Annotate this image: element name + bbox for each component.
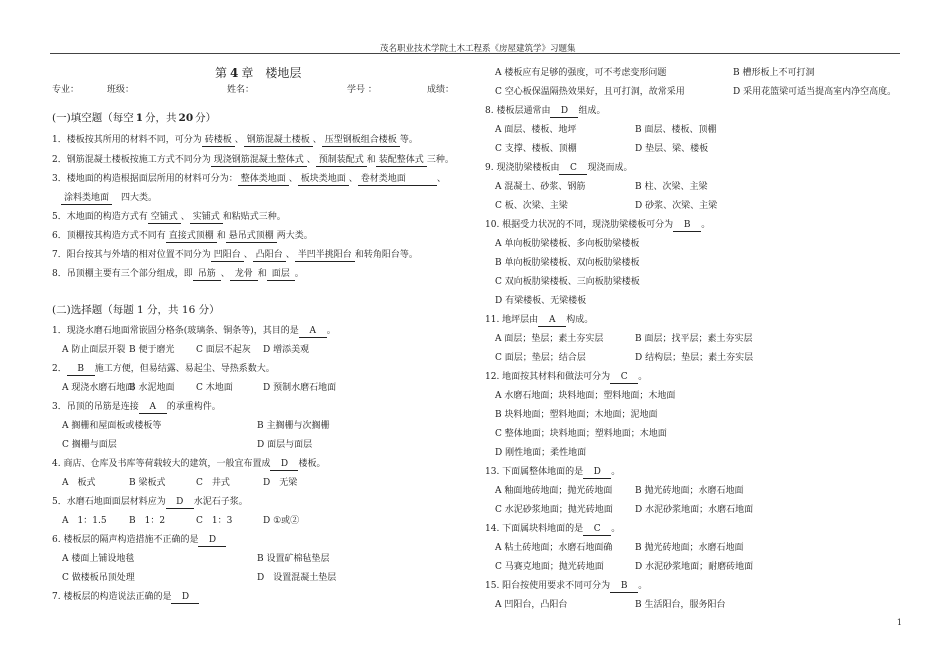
question-text: 和 — [216, 231, 226, 241]
question-text: 5．水磨石地面面层材料应为 — [52, 497, 166, 507]
choice-question — [485, 580, 647, 593]
option: C 水泥砂浆地面；抛光砖地面 — [495, 505, 613, 515]
choice-question — [52, 534, 226, 547]
fill-section-part: 分，共 — [145, 112, 177, 124]
answer-blank: 吊筋 — [193, 269, 221, 281]
running-header: 茂名职业技术学院土木工程系《房屋建筑学》习题集 — [380, 44, 576, 54]
question-text: 6. 楼板层的隔声构造措施不正确的是 — [52, 535, 199, 545]
fill-question — [52, 268, 304, 281]
choice-question — [485, 314, 593, 327]
question-text: 构成。 — [566, 315, 594, 325]
answer-blank: D — [198, 535, 226, 547]
option: D 有梁楼板、无梁楼板 — [495, 296, 587, 306]
choice-question — [485, 371, 647, 384]
answer-blank: 钢筋混凝土楼板 — [244, 135, 313, 147]
answer-blank: 整体类地面 — [238, 174, 289, 186]
option-row — [62, 420, 329, 432]
question-text: 。 — [638, 372, 648, 382]
option-row — [495, 504, 753, 516]
option-row — [495, 409, 657, 421]
fill-section-part: 1 — [135, 112, 144, 124]
option: C 马赛克地面；抛光砖地面 — [495, 562, 604, 572]
header-rule — [50, 53, 900, 54]
question-text: 、 — [312, 135, 322, 145]
option: B 便于磨光 — [129, 345, 175, 355]
question-text: 3．吊顶的吊筋是连接 — [52, 402, 139, 412]
option: B 主搁栅与次搁栅 — [257, 421, 330, 431]
question-text: 7．阳台按其与外墙的相对位置不同分为 — [52, 250, 211, 260]
option: D 增添美观 — [263, 345, 310, 355]
option-row — [62, 344, 309, 356]
option: D 水泥砂浆地面；水磨石地面 — [635, 505, 754, 515]
page-number: 1 — [896, 618, 902, 627]
question-text: 1．楼板按其所用的材料不同，可分为 — [52, 135, 202, 145]
question-text: 、 — [234, 135, 244, 145]
option: C 双向板肋梁楼板、三向板肋梁楼板 — [495, 277, 640, 287]
question-text: 6．顶棚按其构造方式不同有 — [52, 231, 166, 241]
question-text: 和转角阳台等。 — [354, 250, 418, 260]
choice-question — [52, 325, 336, 338]
answer-blank: 龙骨 — [230, 269, 258, 281]
option: B 面层、楼板、顶棚 — [635, 125, 717, 135]
option: A 楼面上铺设地毯 — [62, 554, 135, 564]
choice-section-heading: (二)选择题（每题 1 分，共 16 分） — [52, 304, 220, 316]
question-text: 、 — [306, 155, 316, 165]
question-text: 、 — [285, 250, 295, 260]
fill-section-part: 20 — [178, 112, 194, 124]
info-field: 班级： — [107, 85, 135, 95]
fill-question — [52, 192, 157, 205]
option: D 采用花篮梁可适当提高室内净空高度。 — [733, 87, 897, 97]
option-row — [62, 439, 312, 451]
option: A 搁栅和屋面板或楼板等 — [62, 421, 162, 431]
answer-blank: 实铺式 — [190, 212, 223, 224]
option: A 水磨石地面；块料地面；塑料地面；木地面 — [495, 391, 676, 401]
answer-blank: 直接式顶棚 — [166, 231, 217, 243]
option-row — [495, 542, 743, 554]
question-text: 、 — [288, 174, 298, 184]
answer-blank: D — [171, 592, 199, 604]
question-text: 4. 商店、仓库及书库等荷载较大的建筑，一般宜布置成 — [52, 459, 271, 469]
fill-section-part: (一)填空题（每空 — [52, 112, 134, 124]
option: A 防止面层开裂 — [62, 345, 126, 355]
option: B 抛光砖地面；水磨石地面 — [635, 486, 744, 496]
answer-blank: 预制装配式 — [316, 155, 367, 167]
student-info-row — [52, 84, 487, 96]
answer-blank — [409, 174, 437, 186]
option: B 设置矿棉毡垫层 — [257, 554, 330, 564]
answer-blank: 凸阳台 — [253, 250, 286, 262]
answer-blank: 砖楼板 — [202, 135, 235, 147]
option-row — [62, 515, 299, 527]
option: B 梁板式 — [129, 478, 166, 488]
chapter-prefix: 第 — [215, 66, 228, 80]
fill-question — [52, 211, 286, 224]
info-field: 专业： — [52, 85, 80, 95]
answer-blank: C — [559, 163, 587, 175]
option: C 整体地面；块料地面；塑料地面；木地面 — [495, 429, 667, 439]
option-row — [495, 599, 725, 611]
option-row — [495, 485, 743, 497]
info-field: 姓名： — [227, 85, 255, 95]
answer-blank: 凹阳台 — [211, 250, 244, 262]
option: B 水泥地面 — [129, 383, 175, 393]
option-row — [495, 447, 586, 459]
question-text: 四大类。 — [112, 193, 158, 203]
question-text: 9. 现浇肋梁楼板由 — [485, 163, 560, 173]
option-row — [495, 181, 707, 193]
question-text: 7. 楼板层的构造说法正确的是 — [52, 592, 172, 602]
option-row — [495, 561, 753, 573]
option-row — [62, 572, 336, 584]
question-text: 3．楼地面的构造根据面层所用的材料可分为： — [52, 174, 238, 184]
option-row — [495, 257, 639, 269]
option-row — [495, 428, 667, 440]
question-text: 、 — [348, 174, 358, 184]
option: C 木地面 — [196, 383, 233, 393]
chapter-number: 4 — [230, 66, 239, 80]
question-text: 、 — [220, 269, 230, 279]
option: D 结构层；垫层；素土夯实层 — [635, 353, 754, 363]
option: B 面层；找平层；素土夯实层 — [635, 334, 753, 344]
option: C 1：3 — [196, 516, 233, 526]
option-row — [495, 86, 896, 98]
chapter-title — [215, 67, 301, 79]
answer-blank: D — [270, 459, 298, 471]
answer-blank: B — [67, 364, 95, 376]
answer-blank: 卷材类地面 — [358, 174, 409, 186]
question-text: 、 — [436, 174, 446, 184]
option: A 楼板应有足够的强度，可不考虑变形问题 — [495, 68, 667, 78]
option-row — [495, 143, 708, 155]
option: D 垫层、梁、楼板 — [635, 144, 709, 154]
answer-blank: A — [299, 326, 327, 338]
answer-blank: B — [673, 220, 701, 232]
answer-blank: 装配整体式 — [376, 155, 427, 167]
option: B 单向板肋梁楼板、双向板肋梁楼板 — [495, 258, 640, 268]
option: A 釉面地砖地面；抛光砖地面 — [495, 486, 613, 496]
answer-blank: 半凹半挑阳台 — [295, 250, 355, 262]
question-text: 的承重构件。 — [166, 402, 221, 412]
option-row — [495, 276, 640, 288]
question-text: 等。 — [399, 135, 418, 145]
choice-question — [485, 105, 605, 118]
question-text: 1．现浇水磨石地面常嵌固分格条(玻璃条、铜条等)，其目的是 — [52, 326, 299, 336]
choice-question — [52, 496, 248, 509]
choice-question — [52, 401, 221, 414]
choice-question — [485, 466, 620, 479]
fill-section-heading — [52, 112, 216, 124]
question-text: 11. 地坪层由 — [485, 315, 539, 325]
answer-blank: C — [583, 524, 611, 536]
option: D 预制水磨石地面 — [263, 383, 337, 393]
option-row — [495, 352, 753, 364]
option-row — [62, 477, 297, 489]
answer-blank: D — [550, 106, 578, 118]
question-text: 8. 楼板层通常由 — [485, 106, 551, 116]
option: C 井式 — [196, 478, 230, 488]
option-row — [495, 200, 717, 212]
option-row — [495, 333, 752, 345]
option: D 刚性地面；柔性地面 — [495, 448, 587, 458]
option-row — [495, 124, 716, 136]
option: A 单向板肋梁楼板、多向板肋梁楼板 — [495, 239, 640, 249]
option: C 空心板保温隔热效果好，且可打洞，故常采用 — [495, 87, 685, 97]
question-text: 施工方便，但易结露、易起尘、导热系数大。 — [94, 364, 275, 374]
option: A 混凝土、砂浆、钢筋 — [495, 182, 586, 192]
option: C 板、次梁、主梁 — [495, 201, 568, 211]
question-text: 。 — [611, 524, 621, 534]
option: A 面层、楼板、地坪 — [495, 125, 577, 135]
question-text — [52, 192, 61, 204]
info-field: 成绩： — [427, 85, 455, 95]
option: A 板式 — [62, 478, 96, 488]
answer-blank: 空铺式 — [148, 212, 181, 224]
option: D 面层与面层 — [257, 440, 313, 450]
answer-blank: C — [610, 372, 638, 384]
answer-blank: D — [166, 497, 194, 509]
answer-blank: 现浇钢筋混凝土整体式 — [211, 155, 307, 167]
option: B 1：2 — [129, 516, 166, 526]
answer-blank: B — [610, 581, 638, 593]
fill-question — [52, 154, 454, 167]
question-text: 组成。 — [578, 106, 606, 116]
question-text: 。 — [294, 269, 304, 279]
chapter-name: 章 楼地层 — [241, 66, 302, 80]
option-row — [495, 390, 675, 402]
answer-blank: 压型钢板组合楼板 — [322, 135, 400, 147]
question-text: 。 — [611, 467, 621, 477]
question-text: 、 — [243, 250, 253, 260]
option-row — [62, 382, 336, 394]
choice-question — [52, 591, 199, 604]
question-text: 、 — [180, 212, 190, 222]
choice-question — [52, 363, 275, 376]
option: C 支撑、楼板、顶棚 — [495, 144, 577, 154]
option: D 水泥砂浆地面；耐磨砖地面 — [635, 562, 754, 572]
option: A 现浇水磨石地面 — [62, 383, 135, 393]
option-row — [495, 295, 586, 307]
choice-question — [485, 219, 710, 232]
question-text: 8．吊顶棚主要有三个部分组成，即 — [52, 269, 193, 279]
question-text: 14. 下面属块料地面的是 — [485, 524, 584, 534]
question-text: 13. 下面属整体地面的是 — [485, 467, 584, 477]
fill-section-part: 分） — [195, 112, 217, 124]
option: D 设置混凝土垫层 — [257, 573, 337, 583]
question-text: 10. 根据受力状况的不同，现浇肋梁楼板可分为 — [485, 220, 674, 230]
question-text: 12. 地面按其材料和做法可分为 — [485, 372, 611, 382]
question-text: 。 — [638, 581, 648, 591]
question-text: 两大类。 — [276, 231, 313, 241]
question-text: 三种。 — [426, 155, 454, 165]
option: C 面层不起灰 — [196, 345, 251, 355]
question-text: 楼板。 — [298, 459, 326, 469]
question-text: 和 — [257, 269, 267, 279]
question-text: 和粘贴式三种。 — [222, 212, 286, 222]
option: A 面层；垫层；素土夯实层 — [495, 334, 604, 344]
choice-question — [485, 162, 632, 175]
answer-blank: 悬吊式顶棚 — [226, 231, 277, 243]
option: B 槽形板上不可打洞 — [733, 68, 815, 78]
question-text: 水泥石子浆。 — [193, 497, 248, 507]
choice-question — [485, 523, 620, 536]
option: A 凹阳台，凸阳台 — [495, 600, 568, 610]
option: B 抛光砖地面；水磨石地面 — [635, 543, 744, 553]
choice-question — [52, 458, 325, 471]
question-text: 现浇而成。 — [587, 163, 633, 173]
fill-question — [52, 249, 418, 262]
option: A 粘土砖地面；水磨石地面确 — [495, 543, 613, 553]
option: D 无梁 — [263, 478, 298, 488]
fill-question — [52, 230, 313, 243]
option: C 搁栅与面层 — [62, 440, 117, 450]
option: C 做楼板吊顶处理 — [62, 573, 135, 583]
info-field: 学号 ： — [347, 85, 377, 95]
answer-blank: 面层 — [267, 269, 295, 281]
fill-question — [52, 134, 418, 147]
question-text: 。 — [701, 220, 711, 230]
option: B 柱、次梁、主梁 — [635, 182, 708, 192]
option: D ①或② — [263, 516, 300, 526]
question-text: 和 — [366, 155, 376, 165]
answer-blank: 板块类地面 — [298, 174, 349, 186]
answer-blank: D — [583, 467, 611, 479]
option-row — [495, 238, 639, 250]
option: C 面层；垫层；结合层 — [495, 353, 586, 363]
question-text: 15. 阳台按使用要求不同可分为 — [485, 581, 611, 591]
answer-blank: A — [139, 402, 167, 414]
question-text: 2．钢筋混凝土楼板按施工方式不同分为 — [52, 155, 211, 165]
fill-question — [52, 173, 446, 186]
question-text: 5．木地面的构造方式有 — [52, 212, 148, 222]
option: B 生活阳台，服务阳台 — [635, 600, 726, 610]
option-row — [495, 67, 814, 79]
option-row — [62, 553, 329, 565]
option: D 砂浆、次梁、主梁 — [635, 201, 718, 211]
question-text: 。 — [326, 326, 336, 336]
option: A 1：1.5 — [62, 516, 107, 526]
answer-blank: 涂料类地面 — [61, 193, 112, 205]
option: B 块料地面；塑料地面；木地面；泥地面 — [495, 410, 658, 420]
question-text: 2． — [52, 364, 67, 374]
answer-blank: A — [538, 315, 566, 327]
